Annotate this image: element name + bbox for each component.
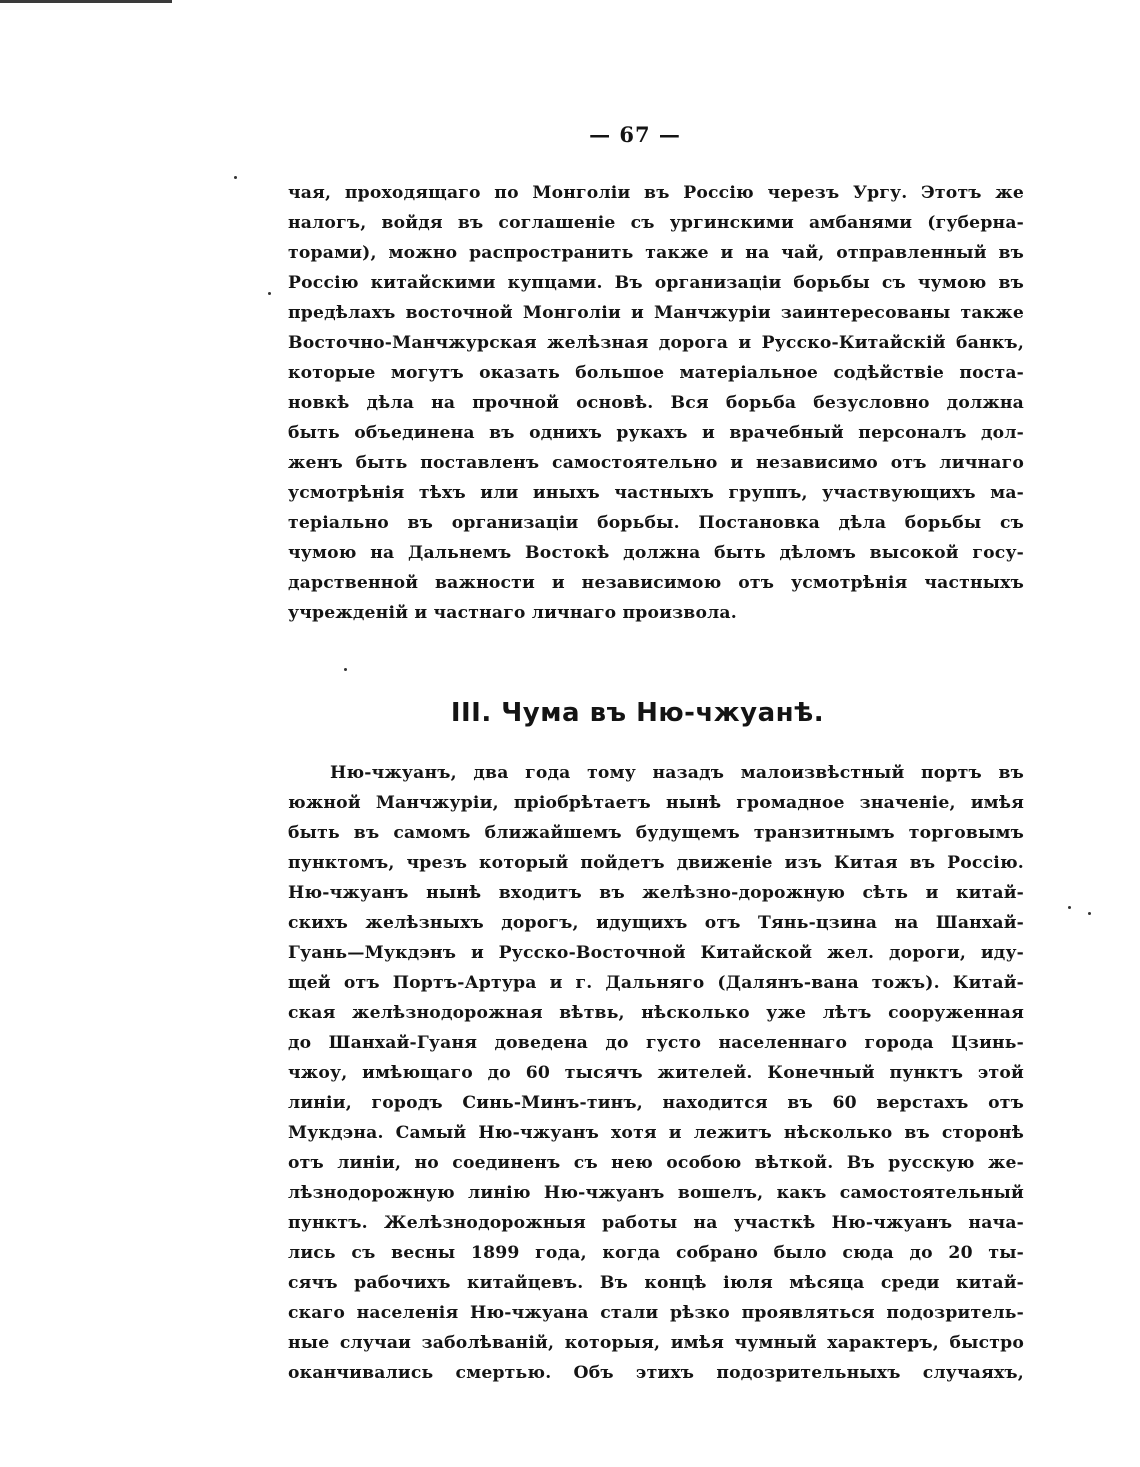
text-line: дарственной важности и независимою отъ усмотрѣнія частныхъ [288, 573, 1024, 593]
text-line: теріально въ организаціи борьбы. Постановка дѣла борьбы съ [288, 513, 1024, 533]
text-line: скаго населенія Ню-чжуана стали рѣзко проявляться подозритель- [288, 1303, 1024, 1323]
text-line: линіи, городъ Синь-Минъ-тинъ, находится въ 60 верстахъ отъ [288, 1093, 1024, 1113]
text-line: учрежденій и частнаго личнаго произвола. [288, 603, 737, 623]
scan-speck [1068, 906, 1071, 909]
text-line: Мукдэна. Самый Ню-чжуанъ хотя и лежитъ нѣсколько въ сторонѣ [288, 1123, 1024, 1143]
text-line: Ню-чжуанъ нынѣ входитъ въ желѣзно-дорожную сѣть и китай- [288, 883, 1024, 903]
text-line: пунктъ. Желѣзнодорожныя работы на участкѣ Ню-чжуанъ нача- [288, 1213, 1024, 1233]
text-line: сячъ рабочихъ китайцевъ. Въ концѣ іюля мѣсяца среди китай- [288, 1273, 1024, 1293]
scan-speck [234, 176, 237, 179]
scan-speck [1088, 912, 1091, 915]
text-line: ская желѣзнодорожная вѣтвь, нѣсколько уже лѣтъ сооруженная [288, 1003, 1024, 1023]
top-edge-rule [0, 0, 172, 3]
text-line: чжоу, имѣющаго до 60 тысячъ жителей. Конечный пунктъ этой [288, 1063, 1024, 1083]
text-line: быть въ самомъ ближайшемъ будущемъ транзитнымъ торговымъ [288, 823, 1024, 843]
text-line: отъ линіи, но соединенъ съ нею особою вѣткой. Въ русскую же- [288, 1153, 1024, 1173]
text-line: торами), можно распространить также и на чай, отправленный въ [288, 243, 1024, 263]
text-line: южной Манчжуріи, пріобрѣтаетъ нынѣ громадное значеніе, имѣя [288, 793, 1024, 813]
text-line: Россію китайскими купцами. Въ организаціи борьбы съ чумою въ [288, 273, 1024, 293]
text-line: налогъ, войдя въ соглашеніе съ ургинскими амбанями (губерна- [288, 213, 1024, 233]
text-line: которые могутъ оказать большое матеріальное содѣйствіе поста- [288, 363, 1024, 383]
paragraph-1 [288, 178, 1024, 628]
text-line: женъ быть поставленъ самостоятельно и независимо отъ личнаго [288, 453, 1024, 473]
text-line: быть объединена въ однихъ рукахъ и врачебный персоналъ дол- [288, 423, 1024, 443]
paragraph-2 [288, 758, 1024, 1388]
text-line: лись съ весны 1899 года, когда собрано было сюда до 20 ты- [288, 1243, 1024, 1263]
text-line: до Шанхай-Гуаня доведена до густо населеннаго города Цзинь- [288, 1033, 1024, 1053]
text-line: лѣзнодорожную линію Ню-чжуанъ вошелъ, какъ самостоятельный [288, 1183, 1024, 1203]
text-line: чумою на Дальнемъ Востокѣ должна быть дѣломъ высокой госу- [288, 543, 1024, 563]
text-line: скихъ желѣзныхъ дорогъ, идущихъ отъ Тянь-цзина на Шанхай- [288, 913, 1024, 933]
scan-speck [344, 668, 347, 671]
text-line: Ню-чжуанъ, два года тому назадъ малоизвѣстный портъ въ [330, 763, 1024, 783]
text-line: чая, проходящаго по Монголіи въ Россію черезъ Ургу. Этотъ же [288, 183, 1024, 203]
text-line: Восточно-Манчжурская желѣзная дорога и Русско-Китайскій банкъ, [288, 333, 1024, 353]
text-line: щей отъ Портъ-Артура и г. Дальняго (Далянъ-вана тожъ). Китай- [288, 973, 1024, 993]
text-line: ные случаи заболѣваній, которыя, имѣя чумный характеръ, быстро [288, 1333, 1024, 1353]
text-line: новкѣ дѣла на прочной основѣ. Вся борьба безусловно должна [288, 393, 1024, 413]
text-line: Гуань—Мукдэнъ и Русско-Восточной Китайской жел. дороги, иду- [288, 943, 1024, 963]
text-line: усмотрѣнія тѣхъ или иныхъ частныхъ группъ, участвующихъ ма- [288, 483, 1024, 503]
section-heading: III. Чума въ Ню-чжуанѣ. [450, 698, 825, 728]
text-line: предѣлахъ восточной Монголіи и Манчжуріи заинтересованы также [288, 303, 1024, 323]
scan-speck [268, 292, 271, 295]
text-line: оканчивались смертью. Объ этихъ подозрительныхъ случаяхъ, [288, 1363, 1024, 1383]
text-line: пунктомъ, чрезъ который пойдетъ движеніе изъ Китая въ Россію. [288, 853, 1024, 873]
page-number: — 67 — [589, 122, 681, 147]
